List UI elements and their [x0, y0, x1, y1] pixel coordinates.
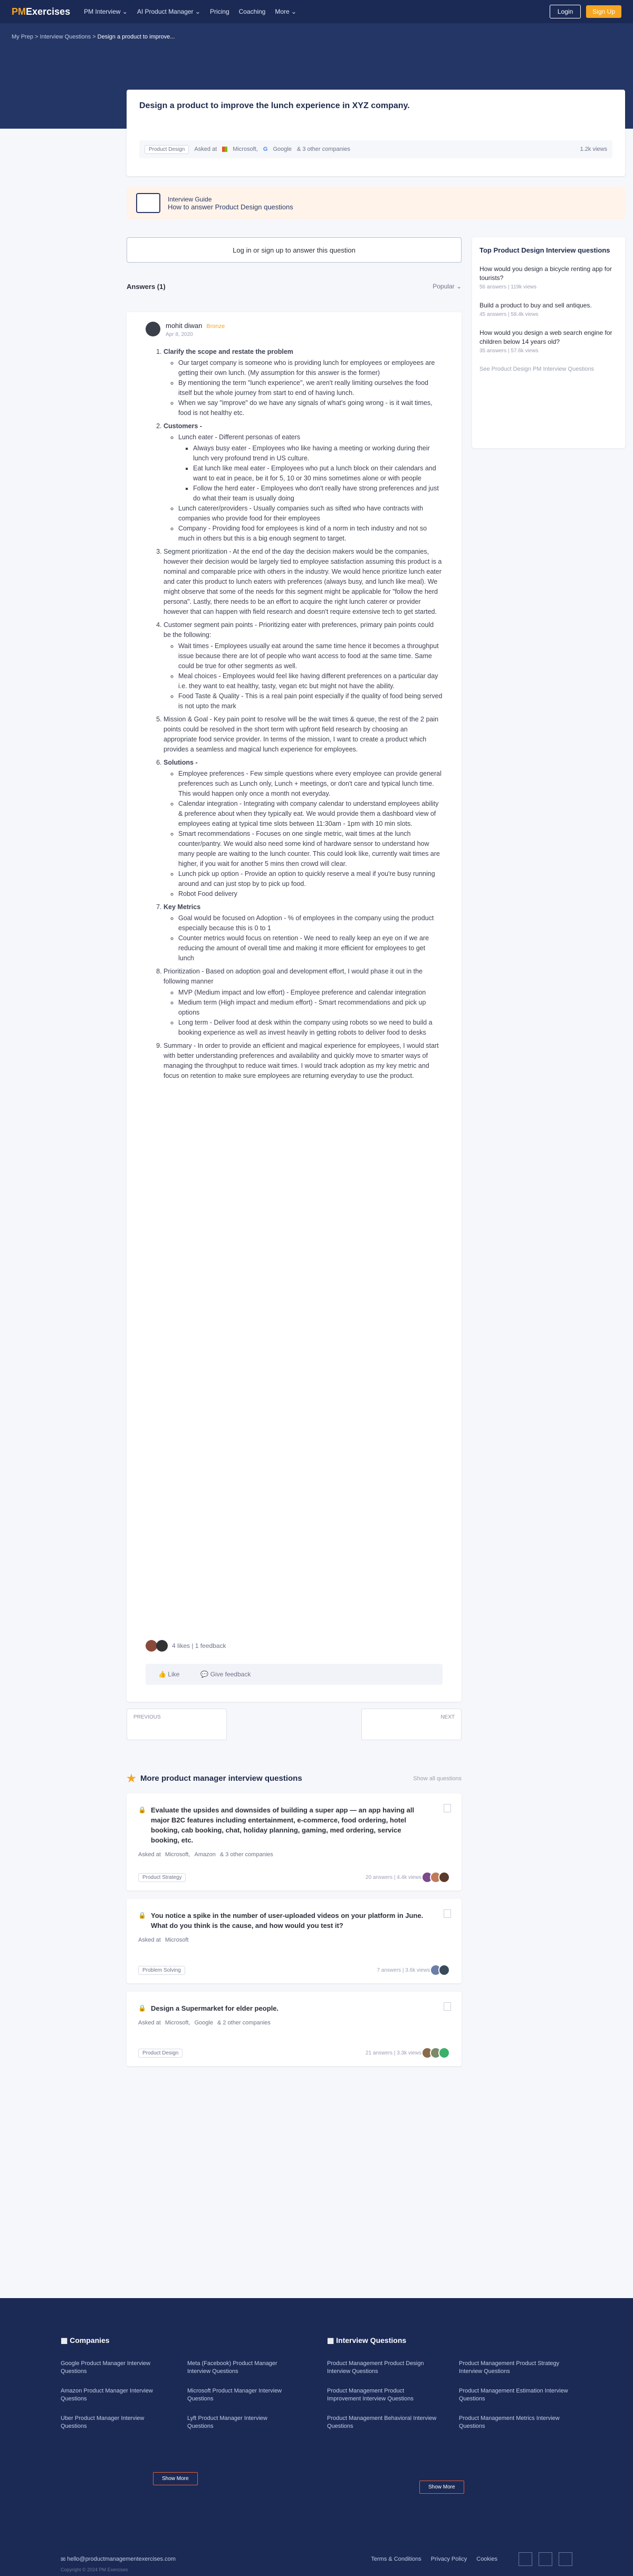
sidebar-question-meta: 45 answers | 58.4k views [479, 312, 539, 317]
see-all-link[interactable]: See Product Design PM Interview Questions [479, 366, 594, 372]
list-item: ◦ Wait times - Employees usually eat around the same time hence it becomes a throughput issue because there are lot of people who want access to food at the same time. Same could be true for other segments as well. [178, 641, 443, 671]
like-button[interactable] [158, 1671, 179, 1678]
footer-link[interactable]: Product Management Behavioral Interview Questions [327, 2415, 437, 2429]
twitter-icon[interactable] [539, 2552, 552, 2566]
category-tag[interactable]: Product Design [138, 2049, 183, 2058]
list-item: ◦ When we say "improve" do we have any signals of what's going wrong - is it wait times, food is not healthy etc. [178, 398, 443, 418]
comment-icon: 💬 [200, 1671, 209, 1678]
sidebar-question-text: How would you design a web search engine for children below 14 years old? [479, 329, 612, 345]
step-heading: Clarify the scope and restate the problem [164, 348, 293, 355]
list-item: ◦ Our target company is someone who is providing lunch for employees or employees are getting their own lunch. (My assumption for this answer is the former) [178, 358, 443, 378]
guide-subtitle: How to answer Product Design questions [168, 202, 293, 211]
book-icon [136, 193, 160, 213]
footer-link[interactable]: Meta (Facebook) Product Manager Interview Questions [187, 2360, 277, 2375]
feedback-button[interactable] [200, 1671, 251, 1678]
category-tag[interactable]: Product Strategy [138, 1873, 186, 1882]
interview-guide-banner[interactable] [127, 187, 625, 219]
footer-link[interactable]: Microsoft Product Manager Interview Questions [187, 2388, 282, 2402]
nav-pricing[interactable]: Pricing [209, 8, 229, 15]
other-companies[interactable]: & 2 other companies [217, 2020, 271, 2026]
avatar[interactable] [146, 322, 160, 336]
bronze-badge: Bronze [206, 323, 225, 330]
interview-heading [327, 2336, 575, 2345]
sidebar-title: Top Product Design Interview questions [479, 246, 610, 254]
email-link[interactable]: hello@productmanagementexercises.com [67, 2556, 176, 2562]
breadcrumb-my-prep[interactable]: My Prep [12, 34, 33, 40]
asked-at-label: Asked at [194, 146, 217, 152]
star-icon: ★ [127, 1773, 136, 1784]
answer-pagination [127, 1709, 462, 1748]
next-button[interactable] [361, 1709, 462, 1740]
step-heading: Prioritization - Based on adoption goal and development effort, I would phase it out in the following manner [164, 968, 423, 985]
asked-at-label: Asked at [138, 1851, 161, 1858]
list-item: ◦ MVP (Medium impact and low effort) - Employee preference and calendar integration [178, 988, 443, 998]
answers-count: 20 answers | 4.4k views [366, 1874, 421, 1880]
company-name[interactable]: Microsoft, [165, 2020, 190, 2026]
next-label: NEXT [440, 1714, 455, 1720]
question-title: Design a product to improve the lunch experience in XYZ company. [139, 101, 410, 110]
other-companies[interactable]: & 3 other companies [296, 146, 350, 152]
privacy-link[interactable]: Privacy Policy [430, 2556, 467, 2562]
list-item: 3. Segment prioritization - At the end of the day the decision makers would be the companies, however their decision would be largely tied to employee satisfaction assuming this product is a nominal and comparable price with others in the industry. We would hence prioritize lunch eater and cater this product to lunch eaters with preferences (always busy, and lunch like meal). We might observe that some of the needs for this segment might be applicable for "follow the herd persona". Lastly, there needs to be an effort to acquire the right lunch caterer or provider however that can happen with field research and doesn't require extensive tech to get started. [164, 547, 443, 617]
other-companies[interactable]: & 3 other companies [219, 1851, 273, 1858]
list-item: Lunch eater - Different personas of eaters [178, 433, 301, 441]
question-meta [139, 140, 612, 158]
company-name[interactable]: Google [194, 2020, 213, 2026]
answer-actions [146, 1664, 443, 1685]
sidebar-question[interactable] [479, 329, 618, 355]
sidebar-question-text: Build a product to buy and sell antiques. [479, 302, 592, 309]
list-item: ◦ Goal would be focused on Adoption - % of employees in the company using the product especially because this is 0 to 1 [178, 913, 443, 933]
view-count: 1.2k views [580, 146, 607, 152]
nav-coaching[interactable]: Coaching [238, 8, 266, 15]
category-tag[interactable]: Product Design [145, 145, 189, 154]
nav-pm-interview[interactable]: PM Interview ⌄ [84, 8, 128, 15]
list-item: 9. Summary - In order to provide an efficient and magical experience for employees, I would start with better understanding preferences and availability and quickly move to smarter ways of managing the throughput to reduce wait times. I would track adoption as my key metric and focus on retention to make sure employees are returning everyday to use the product. [164, 1041, 443, 1081]
company-name[interactable]: Microsoft [165, 1937, 189, 1943]
mail-icon: ✉ [61, 2556, 68, 2563]
nav-more[interactable]: More ⌄ [275, 8, 297, 15]
breadcrumb: My Prep > Interview Questions > Design a product to improve... [0, 23, 633, 129]
logo[interactable]: PMExercises [12, 6, 71, 17]
list-item: ◦ Robot Food delivery [178, 889, 443, 899]
footer-link[interactable]: Product Management Product Improvement Interview Questions [327, 2388, 414, 2402]
footer-link[interactable]: Product Management Metrics Interview Questions [459, 2415, 560, 2429]
footer-link[interactable]: Google Product Manager Interview Questions [61, 2360, 150, 2375]
terms-link[interactable]: Terms & Conditions [371, 2556, 421, 2562]
list-item: ◦ Counter metrics would focus on retention - We need to really keep an eye on if we are reducing the amount of overall time and making it more efficient for employees to get lunch [178, 933, 443, 963]
footer-link[interactable]: Uber Product Manager Interview Questions [61, 2415, 145, 2429]
sidebar-question-meta: 56 answers | 119k views [479, 284, 537, 290]
list-item: ◦ By mentioning the term "lunch experience", we aren't really limiting ourselves the food itself but the whole journey from start to end of having lunch. [178, 378, 443, 398]
question-card[interactable] [127, 1793, 462, 1890]
thumbs-up-icon: 👍 [158, 1671, 166, 1678]
step-heading: Key Metrics [164, 903, 201, 911]
footer-link[interactable]: Product Management Product Design Interview Questions [327, 2360, 424, 2375]
category-tag[interactable]: Problem Solving [138, 1966, 185, 1975]
sidebar-question[interactable] [479, 265, 618, 292]
list-item: ◦ Calendar integration - Integrating with company calendar to understand employees ability & preference about when they typically eat. We would provide them a dashboard view of employees eating at typical time slots between 11:30am - 1pm with 10 min slots. [178, 799, 443, 829]
list-item: ◦ Medium term (High impact and medium effort) - Smart recommendations and pick up options [178, 998, 443, 1018]
cookies-link[interactable]: Cookies [476, 2556, 497, 2562]
list-item: ◦ Employee preferences - Few simple questions where every employee can provide general preferences such as Lunch only, Lunch + meetings, or don't care and typical lunch time. This would happen only once a month not everyday. [178, 769, 443, 799]
question-text: 🔒 Design a Supermarket for elder people. [138, 2003, 450, 2013]
likes-summary [146, 1640, 226, 1652]
question-text: 🔒 You notice a spike in the number of user-uploaded videos on your platform in June. What do you think is the cause, and how would you test it? [138, 1911, 450, 1931]
top-questions-sidebar [472, 237, 625, 448]
list-item: ◦ Long term - Deliver food at desk within the company using robots so we need to build a booking experience as well as invest heavily in getting robots to deliver food to desks [178, 1018, 443, 1038]
list-item: ◦ Lunch caterer/providers - Usually companies such as sifted who have contracts with companies who provide food for their employees [178, 504, 443, 524]
breadcrumb-current: Design a product to improve... [97, 34, 175, 40]
asked-at-label: Asked at [138, 1937, 161, 1943]
list-item: ◦ Lunch pick up option - Provide an option to quickly reserve a meal if you're busy running around and can just stop by to pick up food. [178, 869, 443, 889]
linkedin-icon[interactable] [519, 2552, 532, 2566]
interview-title: Interview Questions [336, 2336, 407, 2345]
question-card[interactable] [127, 1899, 462, 1983]
answers-count: Answers (1) [127, 283, 166, 291]
feedback-label: Give feedback [210, 1671, 251, 1678]
previous-label: PREVIOUS [133, 1714, 161, 1720]
companies-heading [61, 2336, 293, 2345]
breadcrumb-questions[interactable]: Interview Questions [40, 34, 91, 40]
top-nav [0, 0, 633, 23]
company-microsoft[interactable]: Microsoft, [233, 146, 258, 152]
answer-body [127, 337, 462, 1081]
question-card [127, 90, 625, 176]
microsoft-logo-icon [222, 147, 227, 152]
step-heading: Customer segment pain points - Prioritizing eater with preferences, primary pain points could be the following: [164, 621, 434, 639]
company-name[interactable]: Amazon [194, 1851, 216, 1858]
building-icon: ▦ [61, 2336, 68, 2345]
asked-at [138, 2020, 450, 2026]
company-google[interactable]: Google [273, 146, 292, 152]
asked-at-label: Asked at [138, 2020, 161, 2026]
sidebar-question-meta: 35 answers | 57.6k views [479, 348, 539, 354]
youtube-icon[interactable] [559, 2552, 572, 2566]
likes-count[interactable]: 4 likes | 1 feedback [172, 1642, 226, 1649]
list-item: ◦ Food Taste & Quality - This is a real pain point especially if the quality of food being served is not upto the mark [178, 691, 443, 711]
asked-at [138, 1937, 450, 1943]
signup-button[interactable]: Sign Up [586, 5, 621, 18]
question-text: 🔒 Evaluate the upsides and downsides of building a super app — an app having all major B2C features including entertainment, e-commerce, food ordering, hotel booking, cab booking, chat, holiday planning, gaming, med ordering, service booking, etc. [138, 1805, 450, 1845]
previous-button[interactable] [127, 1709, 227, 1740]
asked-at [138, 1851, 450, 1858]
list-item: ◦ Meal choices - Employees would feel like having different preferences on a particular day i.e. they want to eat healthy, tasty, vegan etc but might not have the ability. [178, 671, 443, 691]
copyright: Copyright © 2024 PM Exercises [61, 2567, 128, 2572]
section-title: More product manager interview questions [140, 1774, 302, 1783]
login-to-answer-button[interactable]: Log in or sign up to answer this question [127, 237, 462, 263]
company-name[interactable]: Microsoft, [165, 1851, 190, 1858]
avatar [146, 1640, 157, 1652]
guide-title: Interview Guide [168, 195, 212, 203]
footer-bottom [61, 2552, 572, 2566]
list-item: ◦ Smart recommendations - Focuses on one single metric, wait times at the lunch counter/pantry. We would also need some kind of hardware sensor to understand how many people are waiting to the lunch counter. This could look like, currently wait times are higher, if you wait for another 5 mins then crowd will clear. [178, 829, 443, 869]
answerer-avatars [433, 1964, 450, 1976]
answers-header [127, 283, 462, 291]
footer-link[interactable]: Amazon Product Manager Interview Questions [61, 2388, 153, 2402]
footer-link[interactable]: Product Management Product Strategy Interview Questions [459, 2360, 560, 2375]
answers-count: 7 answers | 3.6k views [377, 1967, 430, 1973]
more-questions-section [127, 1772, 462, 2066]
like-label: Like [168, 1671, 180, 1678]
step-heading: Customers - [164, 422, 202, 430]
show-all-link[interactable]: Show all questions [413, 1775, 462, 1782]
answers-count: 21 answers | 3.3k views [366, 2050, 421, 2056]
question-card[interactable] [127, 1992, 462, 2066]
avatar [156, 1640, 168, 1652]
sort-dropdown[interactable]: Popular ⌄ [433, 283, 462, 290]
footer-link[interactable]: Lyft Product Manager Interview Questions [187, 2415, 267, 2429]
list-item: ◦ Company - Providing food for employees is kind of a norm in tech industry and not so much in others but this is a big enough segment to target. [178, 524, 443, 544]
footer-link[interactable]: Product Management Estimation Interview Questions [459, 2388, 568, 2402]
footer [0, 2298, 633, 2576]
answerer-avatars [425, 1871, 450, 1883]
answer-author [127, 312, 462, 337]
nav-ai-pm[interactable]: AI Product Manager ⌄ [137, 8, 200, 15]
answerer-avatars [425, 2047, 450, 2059]
list-item: 5. Mission & Goal - Key pain point to resolve will be the wait times & queue, the rest of the 2 pain points could be resolved in the short term with upfront field research by choosing an appropriate food service provider. In terms of the mission, I want to create a product which provides a seamless and magical lunch experience for employees. [164, 715, 443, 755]
sidebar-question[interactable] [479, 301, 618, 319]
sidebar-question-text: How would you design a bicycle renting app for tourists? [479, 265, 612, 282]
author-name[interactable]: mohit diwan [166, 322, 203, 330]
answer-card [127, 312, 462, 1702]
list-icon: ▦ [327, 2336, 334, 2345]
step-heading: Solutions - [164, 759, 198, 766]
list-item: ▪ Eat lunch like meal eater - Employees who put a lunch block on their calendars and want to eat in peace, be it for 5, 10 or 30 mins sometimes alone or with people [193, 464, 443, 484]
show-more-questions-button[interactable]: Show More [419, 2481, 464, 2494]
companies-title: Companies [70, 2336, 110, 2345]
list-item: ▪ Follow the herd eater - Employees who don't really have strong preferences and just do what their team is usually doing [193, 484, 443, 504]
answer-date: Apr 8, 2020 [166, 332, 193, 337]
show-more-companies-button[interactable]: Show More [153, 2472, 198, 2485]
google-logo-icon: G [263, 146, 268, 152]
login-button[interactable]: Login [550, 5, 581, 18]
list-item: ▪ Always busy eater - Employees who like having a meeting or working during their lunch very profound trend in US culture. [193, 443, 443, 464]
